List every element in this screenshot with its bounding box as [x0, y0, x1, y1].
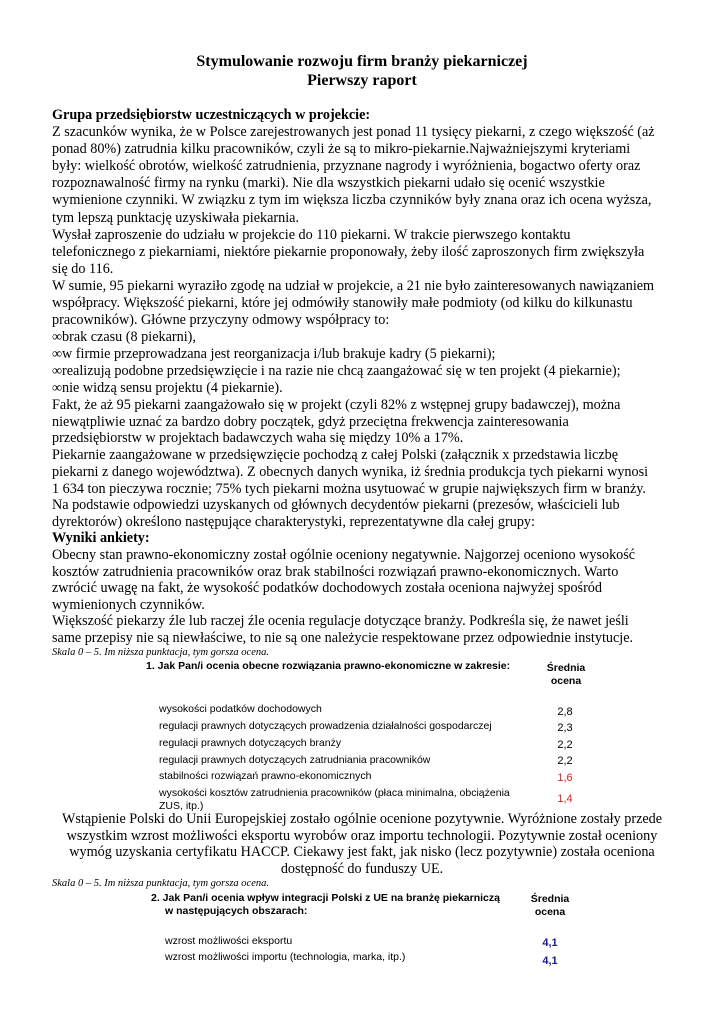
list-item-text: realizują podobne przedsięwzięcie i na razie nie chcą zaangażować się w ten projekt (4 piekarnie);: [62, 363, 621, 380]
text-line: same przepisy nie są niewłaściwe, to nie są one należycie respektowane przez odpowiednie instytucje.: [52, 630, 634, 646]
row-value: 4,1: [542, 937, 558, 949]
text-line: wymóg uzyskania certyfikatu HACCP. Ciekawy jest fakt, jak nisko (lecz pozytywnie) została oceniona: [69, 844, 655, 861]
table2-column-header: [526, 893, 574, 919]
table2-col-header-line1: Średnia: [530, 893, 570, 905]
text-line: Wstąpienie Polski do Unii Europejskiej zostało ogólnie ocenione pozytywnie. Wyróżnione zostały przede: [61, 811, 663, 827]
table1-column-header: [544, 662, 588, 688]
text-line: wymienione czynniki. W związku z tym im większa liczba czynników były znana oraz ich ocena wyższa,: [52, 192, 652, 209]
table2-col-header-line2: ocena: [534, 906, 566, 918]
text-line: piekarni z danego województwa). Z obecnych danych wynika, iż średnia produkcja tych piekarni wynosi: [52, 463, 649, 480]
row-value: 1,4: [557, 793, 573, 805]
text-line: tym lepszą punktację uzyskiwała piekarnia.: [52, 209, 300, 226]
row-value: 2,2: [557, 755, 573, 767]
text-line: wymienionych czynników.: [52, 596, 205, 613]
text-line: ponad 80%) zatrudnia kilku pracowników, czyli że są to mikro-piekarnie.Najważniejszymi kryteriami: [52, 141, 631, 158]
text-line: były: wielkość obrotów, wielkość zatrudnienia, przyznane nagrody i wyróżnienia, bogactwo oferty oraz: [52, 158, 641, 175]
section-heading-survey-results: Wyniki ankiety:: [52, 530, 150, 546]
list-item: [52, 346, 495, 363]
list-item-text: nie widzą sensu projektu (4 piekarnie).: [62, 380, 283, 397]
text-line: wszystkim wzrost możliwości eksportu wyrobów oraz importu technologii. Pozytywnie został oceniony: [66, 827, 658, 844]
list-item: [52, 380, 283, 397]
text-line: telefonicznego z piekarniami, niektóre piekarnie proponowały, żeby ilość zaproszonych firm zwiększyła: [52, 243, 645, 260]
text-line: dyrektorów) określono następujące charakterystyki, reprezentatywne dla całej grupy:: [52, 513, 535, 530]
text-line: Piekarnie zaangażowane w przedsięwzięcie pochodzą z całej Polski (załącznik x przedstawia liczbę: [52, 447, 619, 464]
row-value: 2,3: [557, 722, 573, 734]
section-heading-participants: Grupa przedsiębiorstw uczestniczących w projekcie:: [52, 107, 371, 123]
list-item: [52, 363, 621, 380]
row-value: 2,2: [557, 739, 573, 751]
list-item-text: w firmie przeprowadzana jest reorganizacja i/lub brakuje kadry (5 piekarni);: [62, 346, 496, 363]
scale-note-1: Skala 0 – 5. Im niższa punktacja, tym gorsza ocena.: [52, 647, 269, 658]
row-label: wysokości kosztów zatrudnienia pracowników (płaca minimalna, obciążenia: [159, 787, 510, 799]
text-line: 1 634 ton pieczywa rocznie; 75% tych piekarni można usytuować w grupie największych firm w branży.: [52, 480, 646, 497]
list-item-text: brak czasu (8 piekarni),: [62, 329, 196, 345]
text-line: W sumie, 95 piekarni wyraziło zgodę na udział w projekcie, a 21 nie było zainteresowanych nawiązaniem: [52, 277, 655, 294]
row-label-cont: ZUS, itp.): [159, 800, 204, 812]
row-label: regulacji prawnych dotyczących prowadzenia działalności gospodarczej: [159, 720, 492, 732]
row-label: stabilności rozwiązań prawno-ekonomicznych: [159, 770, 372, 782]
report-title: Stymulowanie rozwoju firm branży piekarniczej: [196, 53, 528, 70]
text-line: rozpoznawalność firmy na rynku (marki). Nie dla wszystkich piekarni udało się ocenić wszystkie: [52, 175, 605, 192]
table1-col-header-line1: Średnia: [546, 662, 586, 674]
row-label: wzrost możliwości importu (technologia, marka, itp.): [165, 951, 406, 963]
text-line: Na podstawie odpowiedzi uzyskanych od głównych decydentów piekarni (prezesów, właścicieli lub: [52, 497, 620, 514]
text-line: pracowników). Główne przyczyny odmowy współpracy to:: [52, 312, 390, 329]
text-line: niewątpliwie uznać za bardzo dobry początek, gdyż przeciętna frekwencja zainteresowania: [52, 413, 569, 430]
text-line: Wysłał zaproszenie do udziału w projekcie do 110 piekarni. W trakcie pierwszego kontaktu: [52, 226, 571, 243]
row-value: 2,8: [557, 706, 573, 718]
bullet-icon: ∞: [52, 329, 63, 345]
text-line: się do 116.: [52, 260, 114, 277]
text-line: dostępność do funduszy UE.: [280, 860, 444, 877]
bullet-icon: ∞: [52, 363, 63, 380]
text-line: Obecny stan prawno-ekonomiczny został ogólnie oceniony negatywnie. Najgorzej oceniono wysokość: [52, 547, 636, 563]
row-label: wysokości podatków dochodowych: [159, 703, 322, 715]
text-line: współpracy. Większość piekarni, które jej odmówiły stanowiły małe podmioty (od kilku do kilkunastu: [52, 295, 633, 311]
row-label: wzrost możliwości eksportu: [165, 935, 293, 947]
text-line: Większość piekarzy źle lub raczej źle ocenia regulacje dotyczące branży. Podkreśla się, że nawet jeśli: [52, 613, 629, 630]
list-item: [52, 329, 196, 346]
row-label: regulacji prawnych dotyczących branży: [159, 737, 342, 749]
row-value: 1,6: [557, 772, 573, 784]
table1-question: 1. Jak Pan/i ocenia obecne rozwiązania prawno-ekonomiczne w zakresie:: [146, 660, 511, 672]
text-line: przedsiębiorstw w projektach badawczych waha się między 10% a 17%.: [52, 430, 464, 447]
text-line: Z szacunków wynika, że w Polsce zarejestrowanych jest ponad 11 tysięcy piekarni, z czego większość (aż: [52, 124, 655, 140]
bullet-icon: ∞: [52, 346, 63, 363]
table1-col-header-line2: ocena: [550, 675, 582, 687]
scale-note-2: Skala 0 – 5. Im niższa punktacja, tym gorsza ocena.: [52, 878, 269, 889]
text-line: zwrócić uwagę na fakt, że wysokość podatków dochodowych została oceniona najwyżej spośród: [52, 580, 602, 597]
row-value: 4,1: [542, 955, 558, 967]
report-subtitle: Pierwszy raport: [307, 72, 417, 89]
table2-question-line1: 2. Jak Pan/i ocenia wpływ integracji Polski z UE na branżę piekarniczą: [151, 892, 500, 904]
text-line: kosztów zatrudnienia pracowników oraz brak stabilności rozwiązań prawno-ekonomicznych. Warto: [52, 563, 619, 580]
text-line: Fakt, że aż 95 piekarni zaangażowało się w projekt (czyli 82% z wstępnej grupy badawczej), można: [52, 397, 621, 413]
row-label: regulacji prawnych dotyczących zatrudniania pracowników: [159, 754, 431, 766]
table2-question-line2: w następujących obszarach:: [165, 905, 308, 917]
bullet-icon: ∞: [52, 380, 63, 397]
